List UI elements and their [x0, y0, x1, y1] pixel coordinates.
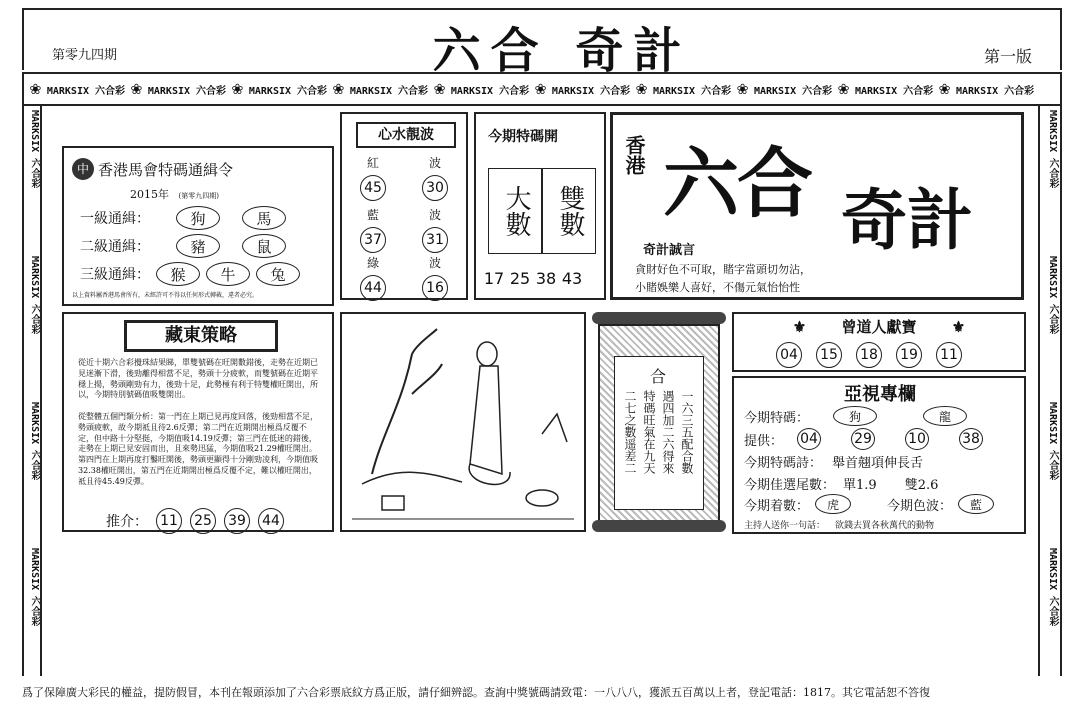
- wanted-row: 一級通緝： 狗 馬: [80, 206, 286, 230]
- ticker-text: MARKSIX 六合彩: [753, 85, 833, 97]
- column-row: 今期特碼詩： 舉首翹項伸長舌: [744, 456, 924, 471]
- special-title: 今期特碼開: [488, 129, 558, 145]
- wave-row: 紅 波 45 30: [342, 154, 466, 201]
- banner-logo-qiji: 奇計: [841, 182, 973, 259]
- side-ticker-text: MARKSIX 六合彩: [29, 110, 40, 189]
- atv-column-panel: [732, 376, 1026, 534]
- scroll-head: 合: [650, 367, 667, 386]
- masthead-title: 六合 奇計: [432, 23, 692, 79]
- column-row: 今期特碼： 狗 龍: [744, 406, 967, 426]
- ticker-text: MARKSIX 六合彩: [551, 85, 631, 97]
- ticker-text: MARKSIX 六合彩: [349, 85, 429, 97]
- lady-illustration: [342, 314, 584, 530]
- wanted-year: 2015年 (第零九四期): [130, 188, 219, 201]
- ticker-text: MARKSIX 六合彩: [147, 85, 227, 97]
- wanted-row: 二級通緝： 豬 鼠: [80, 234, 286, 258]
- right-side-strip: [1038, 106, 1062, 676]
- strategy-panel: [62, 312, 334, 532]
- flower-icon: ❀: [131, 78, 142, 99]
- footer-notice: 爲了保障廣大彩民的權益，提防假冒，本刊在報頭添加了六合彩票底紋方爲正版，請仔細辨認。查詢中獎號碼請致電：一八八八，獲派五百萬以上者，登記電話：1817。其它電話恕不答復: [22, 686, 930, 699]
- issue-number: 第零九四期: [52, 48, 118, 63]
- flower-icon: ❀: [939, 78, 950, 99]
- strategy-paragraph: 從整體五個門類分析：第一門在上期已見再度回落，後勁相當不足，勢頭疲軟，故今期祗且待2.6反彈；第二門在近期開出極爲反覆不定，但中路十分堅挺，今期值吸14.19反彈；第三門在低迷的錯後，走勢在上期已見安固而出，且來勢迅猛，今期值吸21.29權旺開出。第四門在上期再度打鑿旺開後，勢頭更顯得十分剛勁凌利，今期值吸32.38權旺開出，第五門在近期開出極爲反覆不定，難以權旺開出，祗且待45.49反彈。: [78, 412, 318, 486]
- strategy-title: 藏東策略: [124, 320, 278, 352]
- wave-title: 心水靚波: [356, 122, 456, 148]
- side-ticker-text: MARKSIX 六合彩: [1047, 402, 1058, 481]
- flower-icon: ❀: [333, 78, 344, 99]
- offer-title: ⚜ 曾道人獻寶 ⚜: [792, 318, 966, 336]
- header: [22, 8, 1062, 79]
- column-row: 今期着數： 虎 今期色波： 藍: [744, 494, 994, 514]
- motto-title: 奇計誠言: [643, 243, 696, 258]
- illustration-panel: [340, 312, 586, 532]
- recommend-row: 推介： 11 25 39 44: [106, 508, 284, 534]
- special-numbers: 17 25 38 43: [483, 268, 583, 288]
- masthead-banner: [610, 112, 1024, 300]
- scroll-panel: [592, 312, 726, 532]
- special-number-panel: [474, 112, 606, 300]
- flower-icon: ❀: [838, 78, 849, 99]
- decor-icon: ⚜: [792, 318, 807, 336]
- wanted-footer: 以上資料屬香港馬會所有，未經許可不得以任何形式轉載，違者必究。: [72, 292, 259, 299]
- hong-kong-label: 香港: [622, 135, 646, 175]
- ticker-text: MARKSIX 六合彩: [854, 85, 934, 97]
- banner-logo-liuhe: 六合: [663, 139, 811, 228]
- wanted-row: 三級通緝： 猴 牛 兔: [80, 262, 300, 286]
- host-line: 主持人送你一句話： 欲錢去買各秋萬代的動物: [744, 521, 935, 531]
- side-ticker-text: MARKSIX 六合彩: [29, 256, 40, 335]
- side-ticker-text: MARKSIX 六合彩: [29, 548, 40, 627]
- column-title: 亞視專欄: [844, 384, 916, 405]
- motto-line: 貪財好色不可取，賭字當頭切勿沾，: [635, 263, 811, 276]
- ticker-text: MARKSIX 六合彩: [450, 85, 530, 97]
- motto-line: 小賭娛樂人喜好，不傷元氣怡怡性: [635, 281, 800, 294]
- emblem-icon: 中: [72, 158, 94, 180]
- ticker-text: MARKSIX 六合彩: [248, 85, 328, 97]
- wave-picks-panel: [340, 112, 468, 300]
- wanted-order-panel: [62, 146, 334, 306]
- left-side-strip: [22, 106, 42, 676]
- offer-numbers: 04 15 18 19 11: [776, 342, 962, 368]
- flower-icon: ❀: [636, 78, 647, 99]
- side-ticker-text: MARKSIX 六合彩: [1047, 548, 1058, 627]
- column-row: 提供： 04 29 10 38: [744, 428, 983, 450]
- side-ticker-text: MARKSIX 六合彩: [29, 402, 40, 481]
- flower-icon: ❀: [434, 78, 445, 99]
- ticker-text: MARKSIX 六合彩: [46, 85, 126, 97]
- ticker-text: MARKSIX 六合彩: [955, 85, 1035, 97]
- flower-icon: ❀: [232, 78, 243, 99]
- flower-icon: ❀: [737, 78, 748, 99]
- flower-icon: ❀: [30, 78, 41, 99]
- flower-icon: ❀: [535, 78, 546, 99]
- scroll-rod-bottom: [592, 520, 726, 532]
- side-ticker-text: MARKSIX 六合彩: [1047, 110, 1058, 189]
- wave-row: 藍 波 37 31: [342, 206, 466, 253]
- big-numbers-label: 大數: [488, 168, 542, 254]
- edition-label: 第一版: [983, 47, 1032, 66]
- scroll-rod-top: [592, 312, 726, 324]
- column-row: 今期佳選尾數： 單1.9 雙2.6: [744, 478, 939, 493]
- top-ticker: [22, 72, 1062, 106]
- side-ticker-text: MARKSIX 六合彩: [1047, 256, 1058, 335]
- scroll-verse: 一六三五配合數 遇四加二六得來 特碼旺氣在九天 二七之數遥差二: [623, 390, 694, 474]
- wanted-title: 中 香港馬會特碼通緝令: [72, 158, 233, 180]
- treasure-offer-panel: [732, 312, 1026, 372]
- strategy-paragraph: 從近十期六合彩攪珠結果睇，單雙號碼在旺開數錯後，走勢在近期已見迷漸下滑，後勁離得相當不足，勢頭十分疲軟，而雙號碼在近期平穩上揚，勢頭剛勁有力，後勁十足，此勢極有利于特雙權旺開出，所以，今期特別號碼值吸雙開出。: [78, 358, 318, 400]
- ticker-text: MARKSIX 六合彩: [652, 85, 732, 97]
- wave-row: 綠 波 44 16: [342, 254, 466, 301]
- decor-icon: ⚜: [951, 318, 966, 336]
- even-numbers-label: 雙數: [542, 168, 596, 254]
